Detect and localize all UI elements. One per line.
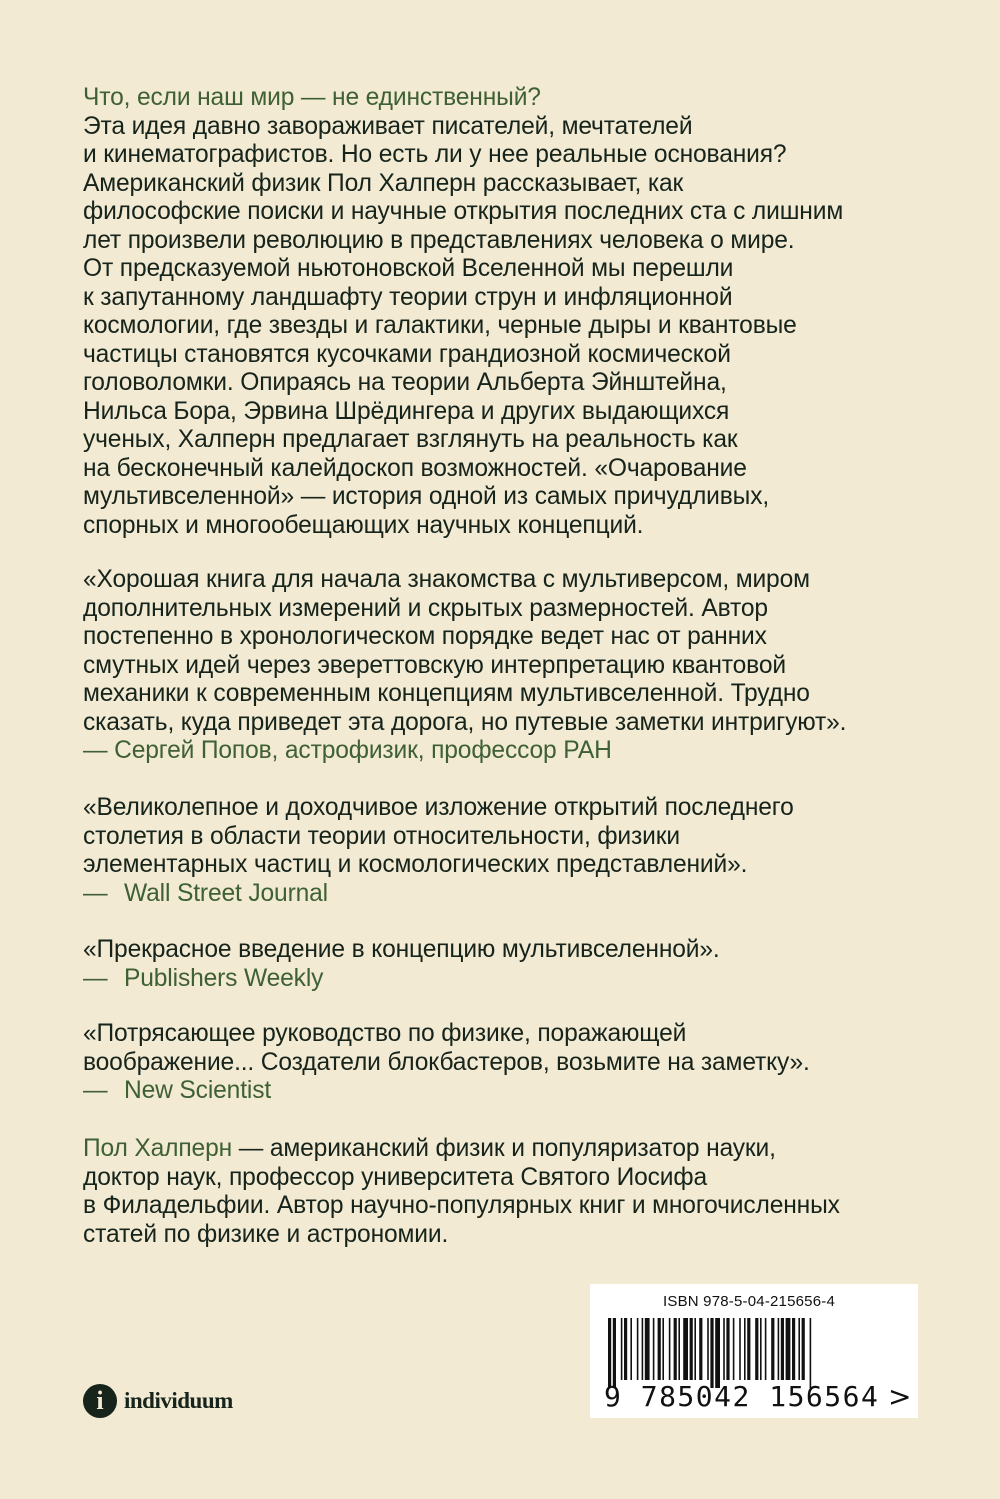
- quote-attribution: [83, 1077, 943, 1106]
- barcode-bar: [778, 1318, 780, 1380]
- barcode-bar: [637, 1318, 639, 1380]
- blurb-line: ученых, Халперн предлагает взглянуть на реальность как: [83, 426, 738, 453]
- blurb-line: Эта идея давно завораживает писателей, мечтателей: [83, 112, 693, 140]
- author-bio-line: в Филадельфии. Автор научно-популярных книг и многочисленных: [83, 1192, 840, 1219]
- isbn-label: ISBN 978-5-04-215656-4: [663, 1293, 836, 1310]
- quote-line: столетия в области теории относительности, физики: [83, 822, 680, 850]
- quote-attribution: — Сергей Попов, астрофизик, профессор РАН: [83, 737, 612, 764]
- barcode-bar: [621, 1318, 623, 1380]
- attribution-source: New Scientist: [124, 1077, 272, 1104]
- barcode-bar: [723, 1318, 725, 1380]
- quote-line: «Потрясающее руководство по физике, поражающей: [83, 1020, 687, 1047]
- attribution-dash: —: [83, 879, 108, 907]
- barcode-bar: [798, 1318, 800, 1380]
- quote-line: сказать, куда приведет эта дорога, но путевые заметки интригуют».: [83, 708, 847, 736]
- quote-line: постепенно в хронологическом порядке ведет нас от ранних: [83, 623, 767, 650]
- barcode-bar: [699, 1318, 702, 1380]
- quote-line: смутных идей через эвереттовскую интерпретацию квантовой: [83, 651, 786, 679]
- blurb-line: головоломки. Опираясь на теории Альберта Эйнштейна,: [83, 369, 727, 396]
- barcode-bar: [642, 1318, 644, 1380]
- barcode-bar: [781, 1318, 784, 1380]
- publisher-name: individuum: [124, 1388, 233, 1413]
- quote-new-scientist: [83, 1020, 943, 1106]
- barcode-bar: [653, 1318, 655, 1380]
- barcode-bar: [792, 1318, 795, 1380]
- author-name: Пол Халперн: [83, 1135, 233, 1162]
- barcode-bar: [802, 1318, 805, 1380]
- blurb-line: частицы становятся кусочками грандиозной космической: [83, 340, 731, 368]
- barcode-bar: [613, 1318, 616, 1388]
- author-bio: [83, 1135, 943, 1249]
- barcode-bar: [733, 1318, 735, 1380]
- barcode-bar: [715, 1318, 720, 1388]
- quote-attribution: [83, 965, 943, 994]
- blurb-line: Нильса Бора, Эрвина Шрёдингера и других выдающихся: [83, 397, 730, 425]
- isbn-barcode: [590, 1284, 918, 1418]
- quote-line: «Хорошая книга для начала знакомства с мультиверсом, миром: [83, 566, 810, 593]
- barcode-bar: [739, 1318, 741, 1380]
- barcode-bar: [662, 1318, 664, 1380]
- attribution-source: Wall Street Journal: [124, 879, 328, 907]
- publisher-logo-icon: i: [83, 1384, 117, 1418]
- barcode-bar: [810, 1318, 812, 1388]
- quote-line: механики к современным концепциям мультивселенной. Трудно: [83, 680, 810, 707]
- blurb-line: От предсказуемой ньютоновской Вселенной мы перешли: [83, 255, 734, 282]
- barcode-bar: [760, 1318, 762, 1380]
- blurb-line: и кинематографистов. Но есть ли у нее реальные основания?: [83, 141, 787, 168]
- barcode-bar: [786, 1318, 791, 1380]
- barcode-bar: [608, 1318, 611, 1388]
- quote-line: «Великолепное и доходчивое изложение открытий последнего: [83, 794, 794, 821]
- blurb-line: спорных и многообещающих научных концепций.: [83, 511, 644, 539]
- barcode-bar: [658, 1318, 661, 1380]
- blurb-line: философские поиски и научные открытия последних ста с лишним: [83, 198, 844, 225]
- publisher-logo: [83, 1383, 233, 1419]
- barcode-bar: [726, 1318, 729, 1380]
- quote-line: элементарных частиц и космологических представлений».: [83, 851, 748, 878]
- quote-wsj: [83, 794, 943, 908]
- quote-line: дополнительных измерений и скрытых размерностей. Автор: [83, 594, 768, 622]
- quote-line: «Прекрасное введение в концепцию мультивселенной».: [83, 936, 720, 963]
- barcode-bar: [694, 1318, 696, 1380]
- barcode-bar: [674, 1318, 677, 1380]
- barcode-bar: [747, 1318, 750, 1380]
- blurb-line: к запутанному ландшафту теории струн и инфляционной: [83, 283, 733, 311]
- barcode-bar: [771, 1318, 774, 1380]
- barcode-bar: [710, 1318, 713, 1388]
- barcode-bar: [744, 1318, 746, 1380]
- quote-popov: [83, 566, 943, 766]
- blurb-heading: Что, если наш мир — не единственный?: [83, 84, 541, 111]
- blurb: [83, 84, 943, 540]
- barcode-bar: [690, 1318, 693, 1380]
- barcode-bar: [765, 1318, 767, 1380]
- blurb-line: космологии, где звезды и галактики, черные дыры и квантовые: [83, 312, 797, 339]
- blurb-line: лет произвели революцию в представлениях человека о мире.: [83, 226, 795, 254]
- author-bio-line: доктор наук, профессор университета Святого Иосифа: [83, 1163, 708, 1191]
- barcode-bar: [707, 1318, 709, 1380]
- blurb-line: на бесконечный калейдоскоп возможностей. «Очарование: [83, 454, 747, 482]
- barcode-bar: [678, 1318, 680, 1380]
- barcode-bar: [645, 1318, 650, 1380]
- barcode-bar: [630, 1318, 632, 1380]
- barcode-bar: [755, 1318, 758, 1380]
- author-bio-line: статей по физике и астрономии.: [83, 1220, 449, 1248]
- barcode-digits: 9 785042 156564: [604, 1380, 880, 1413]
- quote-publishers-weekly: [83, 936, 943, 993]
- author-bio-text: — американский физик и популяризатор науки,: [232, 1135, 776, 1162]
- blurb-line: Американский физик Пол Халперн рассказывает, как: [83, 169, 684, 197]
- quote-attribution: [83, 880, 943, 909]
- barcode-bar: [624, 1318, 627, 1380]
- blurb-line: мультивселенной» — история одной из самых причудливых,: [83, 483, 770, 510]
- attribution-source: Publishers Weekly: [124, 964, 324, 992]
- quote-line: воображение... Создатели блокбастеров, возьмите на заметку».: [83, 1048, 810, 1076]
- barcode-arrow: >: [888, 1380, 912, 1413]
- attribution-dash: —: [83, 1077, 108, 1104]
- attribution-dash: —: [83, 964, 108, 992]
- barcode-bar: [669, 1318, 671, 1380]
- barcode-bar: [683, 1318, 688, 1380]
- author-bio-line: [83, 1135, 943, 1164]
